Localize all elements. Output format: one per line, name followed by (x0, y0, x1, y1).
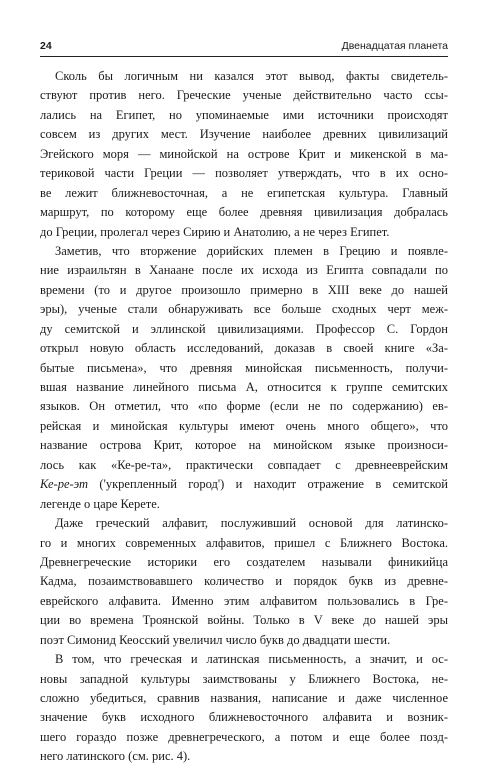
text-line: сложно убедиться, сравнив названия, написание и даже численное (40, 691, 448, 705)
text-line: новы западной культуры заимствованы у Ближнего Востока, не- (40, 671, 448, 686)
text-line: ве лежит ближневосточная, а не египетская культура. Главный (40, 185, 448, 200)
text-line: еврейского алфавита. Именно этим алфавитом пользовались в Гре- (40, 593, 448, 608)
text-line: легенде о царе Керете. (40, 496, 160, 511)
italic-term: Ке-ре-эт (40, 477, 89, 492)
text-line: Кадма, позаимствовавшего количество и порядок букв из древне- (40, 574, 448, 589)
paragraph (40, 514, 448, 650)
text-line: Заметив, что вторжение дорийских племен в Грецию и появле- (55, 243, 448, 258)
text-line: ние израильтян в Ханаане после их исхода из Египта совпадали по (40, 263, 448, 278)
text-line: языков. Он отметил, что «по форме (если не по содержанию) ев- (40, 399, 448, 414)
text-line: Древнегреческие историки его создателем называли финикийца (40, 554, 448, 569)
text-line: времени (то и другое произошло примерно в XIII веке до нашей (40, 282, 448, 297)
text-line: шего гораздо позже древнегреческого, а потом и еще более позд- (40, 729, 448, 744)
text-line: маршрут, по которому еще более древняя цивилизация добралась (40, 205, 448, 220)
text-line: Эгейского моря — минойской на острове Крит и микенской в ма- (40, 146, 448, 161)
text-line: лались на Египет, но упоминаемые ими источники происходят (40, 107, 448, 122)
text-line: ду семитской и эллинской цивилизациями. Профессор С. Гордон (40, 321, 448, 336)
body-text (40, 67, 448, 767)
text-line: значение букв исходного ближневосточного алфавита и возник- (40, 710, 448, 725)
page-header (40, 38, 448, 54)
text-line: эры), ученые стали обнаруживать все больше сходных черт меж- (40, 302, 448, 317)
paragraph (40, 67, 448, 242)
text-line: го и многих современных алфавитов, пришел с Ближнего Востока. (40, 535, 448, 550)
text-line: открыл новую область исследований, доказав в своей книге «За- (40, 341, 448, 356)
text-line: териковой части Греции — позволяет утверждать, что в их осно- (40, 166, 448, 181)
text-line: ции во времена Троянской войны. Только в V веке до нашей эры (40, 613, 448, 628)
line-text: ('укрепленный город') и находит отражение в семитской (88, 477, 448, 492)
text-line: Даже греческий алфавит, послуживший основой для латинско- (55, 516, 448, 531)
text-line: него латинского (см. рис. 4). (40, 749, 191, 764)
text-line: совсем из других мест. Изучение наиболее древних цивилизаций (40, 127, 448, 142)
paragraph (40, 242, 448, 514)
text-line (40, 475, 448, 494)
text-line: рейская и минойская культуры имеют очень много общего», что (40, 418, 448, 433)
text-line: Сколь бы логичным ни казался этот вывод, факты свидетель- (55, 69, 448, 83)
text-line: ствуют против него. Греческие ученые действительно часто ссы- (40, 88, 448, 103)
text-line: до Греции, пролегал через Сирию и Анатолию, а не через Египет. (40, 224, 390, 239)
text-line: лось как «Ке-ре-та», практически совпадает с древнееврейским (40, 457, 448, 472)
page-number: 24 (40, 40, 52, 52)
running-title: Двенадцатая планета (341, 40, 448, 52)
text-line: бытые письмена», что древняя минойская письменность, получи- (40, 360, 448, 375)
text-line: поэт Симонид Кеосский увеличил число букв до двадцати шести. (40, 632, 391, 647)
header-rule (40, 56, 448, 57)
text-line: название острова Крит, которое на минойском языке произноси- (40, 438, 448, 453)
paragraph (40, 650, 448, 767)
text-line: В том, что греческая и латинская письменность, а значит, и ос- (55, 652, 448, 667)
text-line: вшая название линейного письма А, относится к группе семитских (40, 380, 448, 394)
